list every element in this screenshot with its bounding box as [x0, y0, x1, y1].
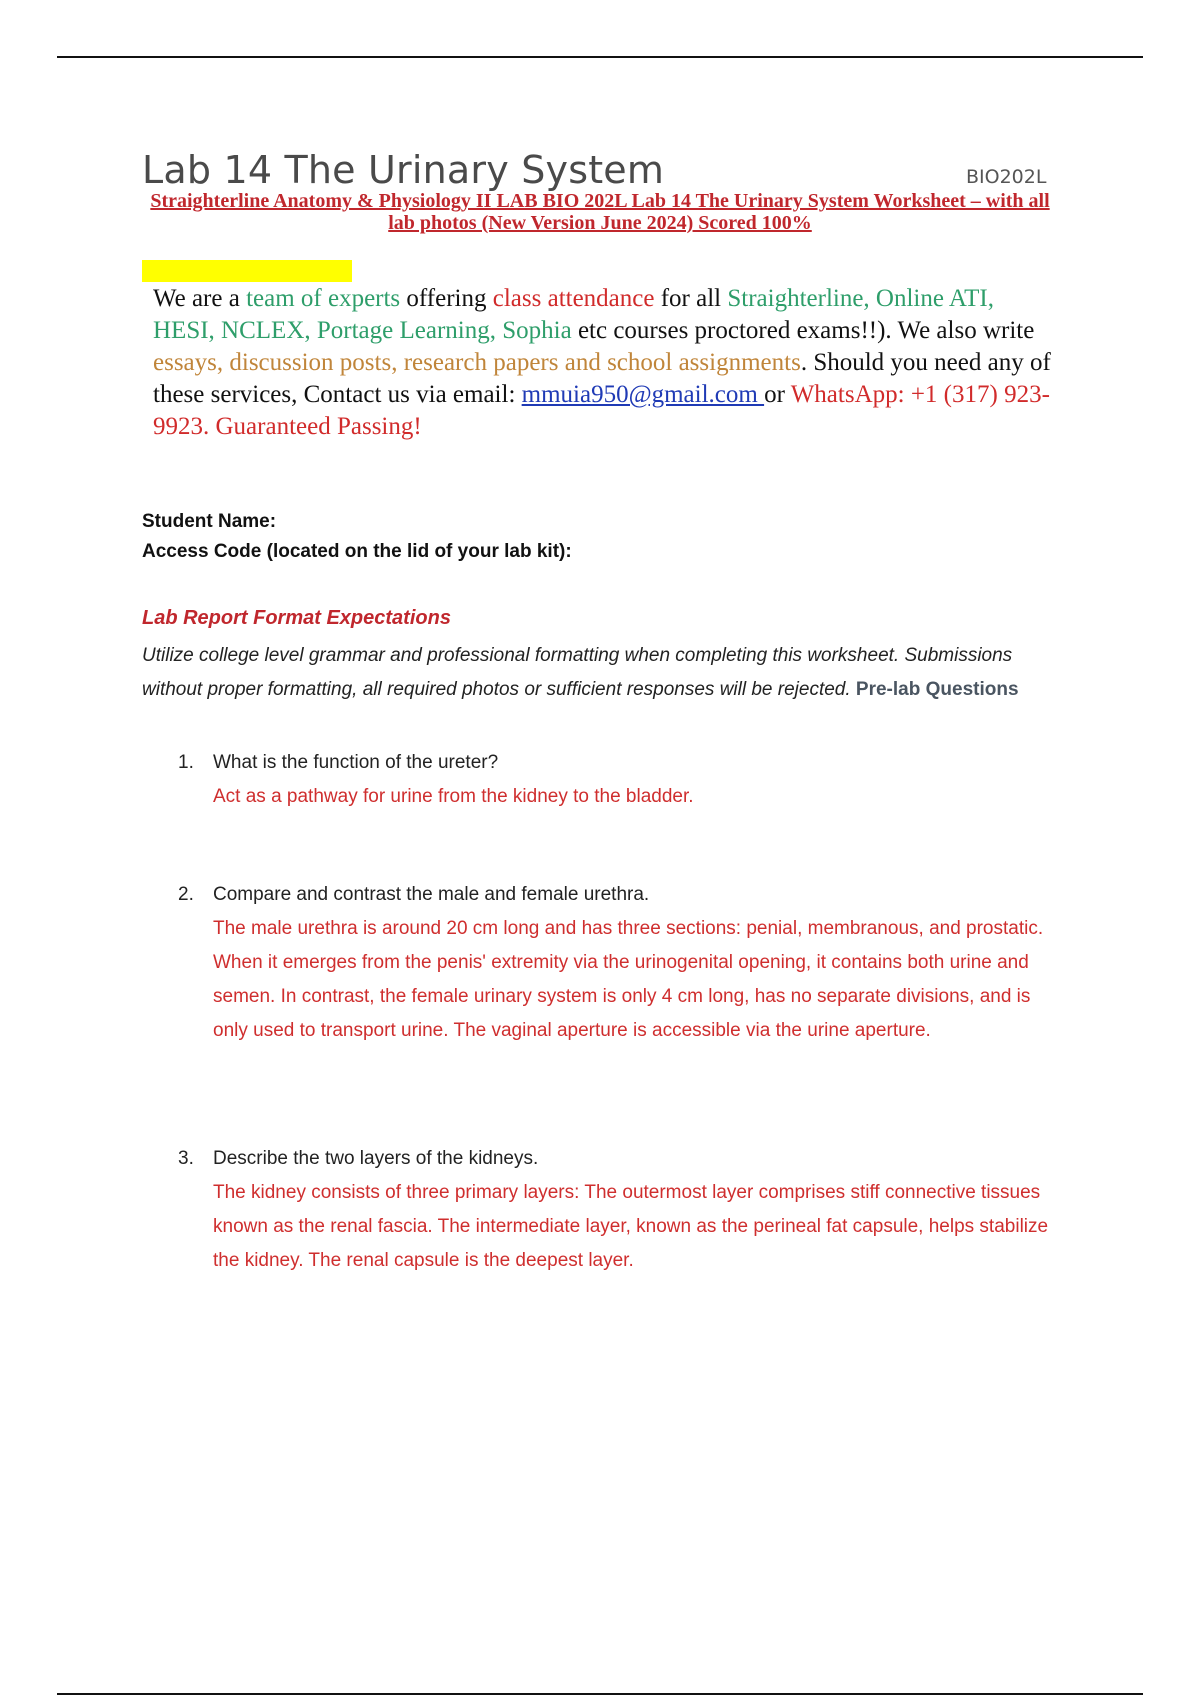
promo-text: offering — [400, 285, 493, 312]
question-text: Describe the two layers of the kidneys. — [213, 1148, 539, 1169]
promo-text: for all — [654, 285, 728, 312]
promo-text: etc courses proctored exams!!). We also write — [571, 317, 1035, 344]
page-title: Lab 14 The Urinary System — [142, 148, 665, 192]
answer-text: The kidney consists of three primary layers: The outermost layer comprises stiff connective tissues known as the renal fascia. The intermediate layer, known as the perineal fat capsule, helps stabilize the kidney. The renal capsule is the deepest layer. — [213, 1182, 1049, 1271]
answer-text: The male urethra is around 20 cm long and has three sections: penial, membranous, and prostatic. When it emerges from the penis' extremity via the urinogenital opening, it contains both urine and semen. In contrast, the female urinary system is only 4 cm long, has no separate divisions, and is only used to transport urine. The vaginal aperture is accessible via the urine aperture. — [213, 918, 1044, 1041]
expectations-heading: Lab Report Format Expectations — [142, 607, 451, 629]
student-name-label: Student Name: — [142, 511, 277, 532]
question-number: 2. — [178, 884, 194, 905]
course-code: BIO202L — [966, 166, 1047, 188]
question-number: 1. — [178, 752, 194, 773]
question-text: What is the function of the ureter? — [213, 752, 499, 773]
whatsapp-contact: WhatsApp: +1 (317) 923-9923. Guaranteed Passing! — [153, 381, 1050, 440]
question-item — [178, 1142, 1058, 1278]
promo-platforms: Straighterline, Online ATI, HESI, NCLEX, Portage Learning, Sophia — [153, 285, 994, 344]
answer-text: Act as a pathway for urine from the kidney to the bladder. — [213, 786, 694, 807]
top-divider — [57, 56, 1143, 58]
promo-team: team of experts — [246, 285, 401, 312]
prelab-heading: Pre-lab Questions — [855, 679, 1019, 700]
promo-text: We are a — [153, 285, 247, 312]
highlight-mark — [142, 260, 352, 282]
expectations-text: Utilize college level grammar and professional formatting when completing this worksheet. Submissions without proper formatting, all required photos or sufficient responses will be rejected. — [142, 645, 1013, 700]
document-subtitle: Straighterline Anatomy & Physiology II LAB BIO 202L Lab 14 The Urinary System Worksheet – with all lab photos (New Version June 2024) Scored 100% — [150, 190, 1050, 234]
promo-paragraph — [153, 283, 1053, 443]
bottom-divider — [57, 1693, 1143, 1695]
promo-text: or — [764, 381, 791, 408]
question-item — [178, 746, 1058, 814]
question-text: Compare and contrast the male and female urethra. — [213, 884, 650, 905]
email-link[interactable]: mmuia950@gmail.com — [521, 381, 765, 408]
promo-services: essays, discussion posts, research papers and school assignments — [153, 349, 801, 376]
question-item — [178, 878, 1058, 1048]
question-number: 3. — [178, 1148, 194, 1169]
promo-text: . Should you need any of these services, Contact us via email: — [153, 349, 1051, 408]
access-code-label: Access Code (located on the lid of your lab kit): — [142, 541, 572, 562]
expectations-paragraph — [142, 639, 1042, 707]
promo-attendance: class attendance — [492, 285, 655, 312]
